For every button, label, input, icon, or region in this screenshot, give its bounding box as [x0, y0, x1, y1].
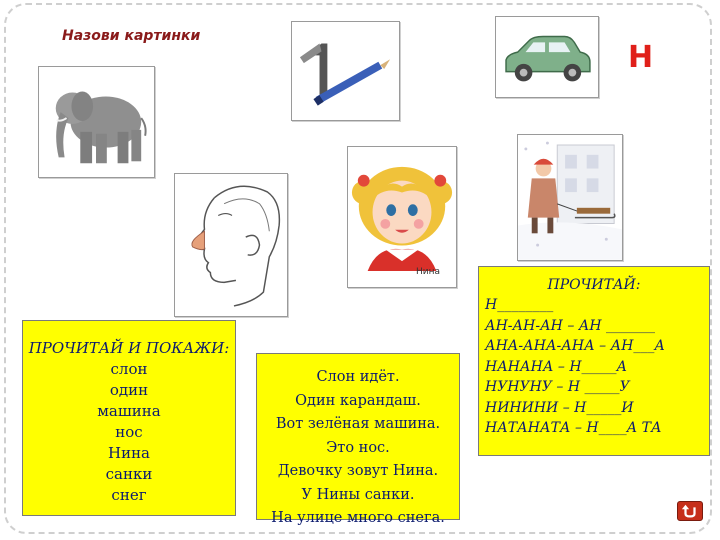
sled-snow-picture: [517, 134, 623, 261]
sled-icon: [518, 135, 622, 260]
nina-caption: Нина: [415, 267, 440, 277]
syllable-line: НУНУНУ – Н _____У: [485, 379, 630, 395]
syllables-box: [478, 266, 710, 456]
nina-picture: [347, 146, 457, 288]
sentence-item: Один карандаш.: [295, 392, 421, 409]
word-item: один: [109, 381, 149, 399]
syllable-line: Н________: [485, 297, 554, 313]
word-item: машина: [97, 402, 161, 420]
nose-icon: [175, 174, 287, 316]
word-item: слон: [110, 360, 148, 378]
syllable-line: НАТАНАТА – Н____А ТА: [485, 420, 662, 436]
nose-profile-picture: [174, 173, 288, 317]
return-arrow-icon: [678, 502, 702, 520]
pencil-icon: [292, 22, 399, 120]
sentence-item: Слон идёт.: [316, 369, 400, 385]
big-letter: Н: [628, 40, 654, 75]
sentence-item: Вот зелёная машина.: [275, 416, 441, 432]
sentence-item: У Нины санки.: [301, 486, 415, 503]
girl-icon: [348, 147, 456, 287]
syllables-header: ПРОЧИТАЙ:: [547, 277, 641, 293]
syllable-line: АН-АН-АН – АН _______: [485, 317, 656, 334]
slide-title: Назови картинки: [62, 28, 201, 44]
word-item: санки: [105, 465, 153, 483]
read-and-show-box: [22, 320, 236, 516]
car-picture: [495, 16, 599, 98]
word-item: снег: [111, 486, 147, 504]
sentences-box: [256, 353, 460, 526]
sentence-item: На улице много снега.: [271, 510, 445, 526]
word-item: Нина: [107, 444, 151, 462]
return-button[interactable]: [677, 501, 703, 521]
elephant-icon: [39, 67, 154, 177]
syllable-line: НАНАНА – Н_____А: [485, 358, 628, 375]
syllable-line: АНА-АНА-АНА – АН___А: [485, 338, 666, 354]
car-icon: [496, 17, 598, 97]
sentence-item: Это нос.: [326, 439, 390, 456]
sentence-item: Девочку зовут Нина.: [277, 463, 439, 479]
read-and-show-header: ПРОЧИТАЙ И ПОКАЖИ:: [28, 339, 230, 357]
elephant-picture: [38, 66, 155, 178]
syllable-line: НИНИНИ – Н_____И: [485, 399, 634, 416]
word-item: нос: [115, 423, 143, 441]
number-one-pencil-picture: [291, 21, 400, 121]
